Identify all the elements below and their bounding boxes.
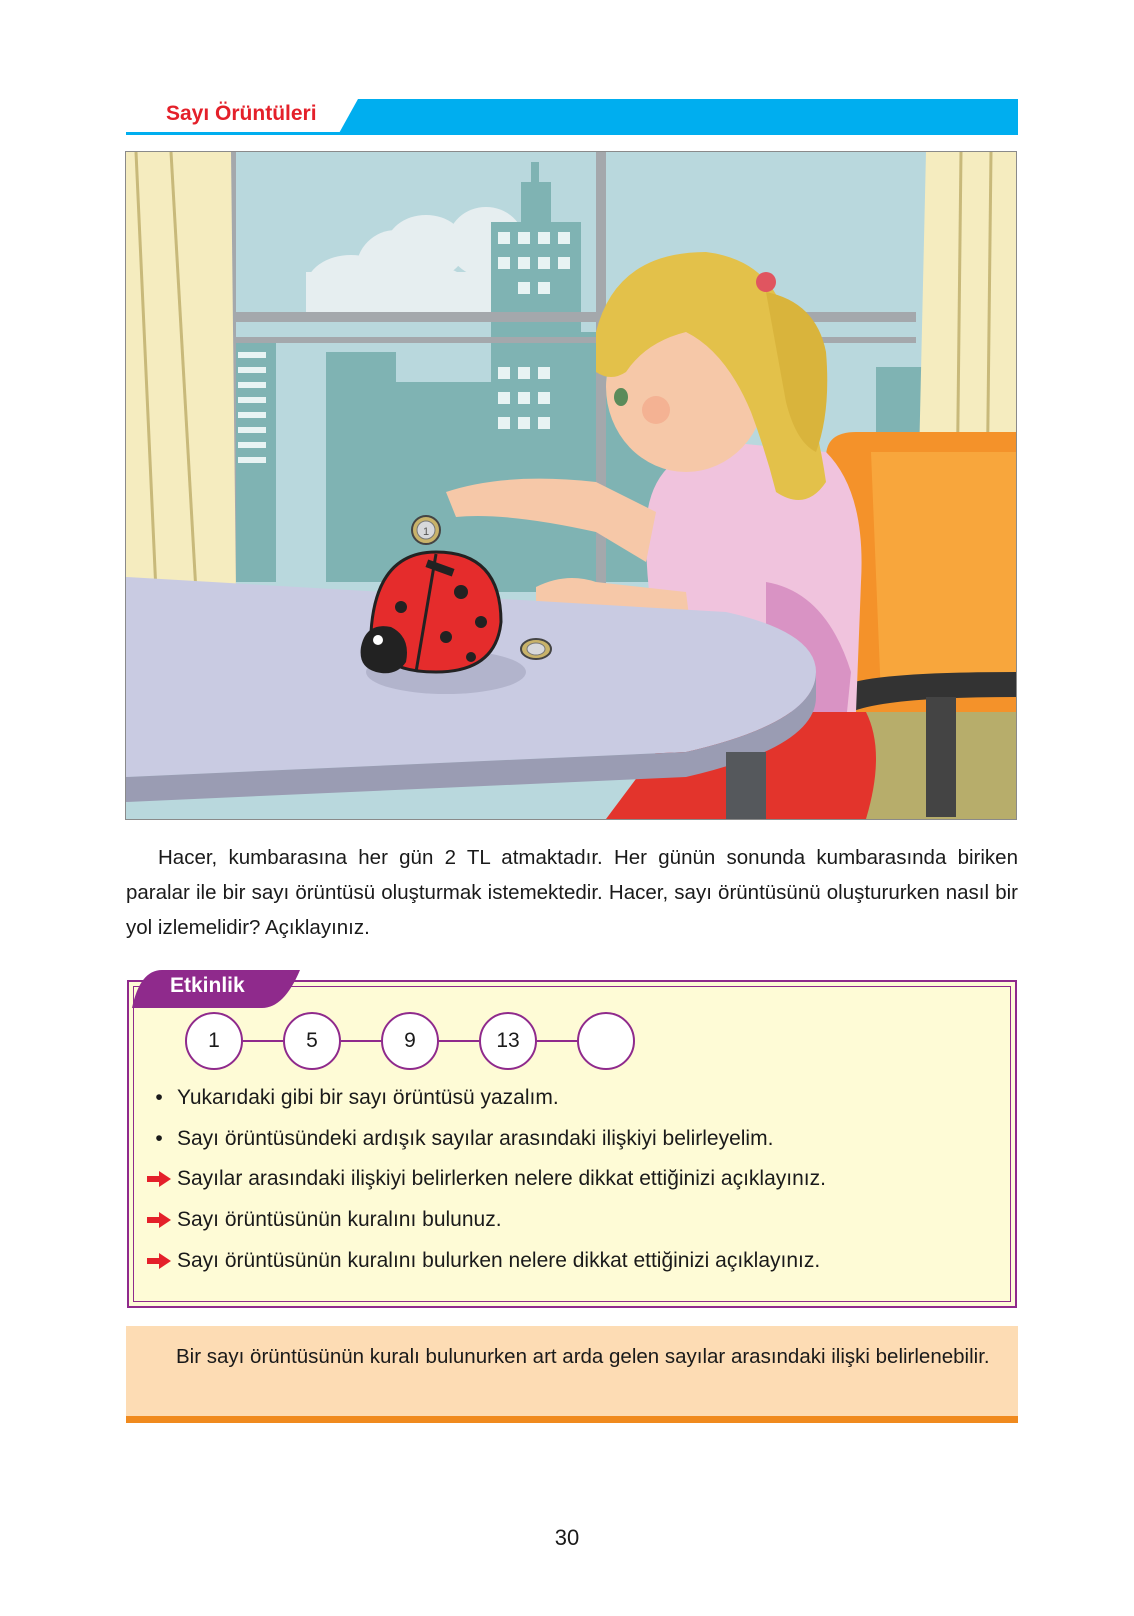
red-arrow-icon bbox=[146, 1206, 172, 1238]
red-arrow-icon bbox=[146, 1165, 172, 1197]
section-header bbox=[126, 99, 1018, 135]
activity-tab bbox=[132, 968, 302, 1008]
page-number: 30 bbox=[554, 1525, 580, 1550]
bullet-icon: • bbox=[155, 1127, 163, 1150]
pattern-connector bbox=[341, 1040, 381, 1042]
coin-on-table bbox=[521, 639, 551, 659]
section-title: Sayı Örüntüleri bbox=[166, 102, 317, 125]
info-note-text: Bir sayı örüntüsünün kuralı bulunurken art arda gelen sayılar arasındaki ilişki belirlenebilir. bbox=[176, 1345, 990, 1368]
activity-box: 1 5 9 13 • Yukarıdaki gibi bir sayı örüntüsü yazalım. • Sayı örüntüsündeki ardışık sayılar arasındaki ilişkiyi belirleyelim. Sayılar arasındaki ilişkiyi belirlerken nelere dikkat ettiğinizi açıklayınız. Sayı örüntüsünün kuralını bulunuz. Sayı örüntüsünün kuralını bulurken nelere dikkat ettiğinizi açıklayınız. bbox=[127, 980, 1017, 1308]
red-arrow-icon bbox=[146, 1247, 172, 1279]
pattern-number: 5 bbox=[283, 1012, 341, 1070]
pattern-number: 13 bbox=[479, 1012, 537, 1070]
pattern-number: 9 bbox=[381, 1012, 439, 1070]
bullet-icon: • bbox=[155, 1086, 163, 1109]
svg-text:1: 1 bbox=[422, 526, 430, 538]
pattern-empty-blank bbox=[577, 1012, 635, 1070]
activity-tab-label: Etkinlik bbox=[170, 974, 245, 997]
pattern-connector bbox=[439, 1040, 479, 1042]
pattern-connector bbox=[243, 1040, 283, 1042]
coin-in-hand bbox=[412, 516, 440, 544]
info-note-box bbox=[126, 1326, 1018, 1423]
intro-paragraph: Hacer, kumbarasına her gün 2 TL atmaktadır. Her günün sonunda kumbarasında biriken paralar ile bir sayı örüntüsü oluşturmak istemektedir. Hacer, sayı örüntüsünü oluştururken nasıl bir yol izlemelidir? Açıklayınız. bbox=[126, 846, 1018, 939]
girl-piggy-bank-illustration bbox=[125, 151, 1017, 820]
pattern-number: 1 bbox=[185, 1012, 243, 1070]
pattern-connector bbox=[537, 1040, 577, 1042]
